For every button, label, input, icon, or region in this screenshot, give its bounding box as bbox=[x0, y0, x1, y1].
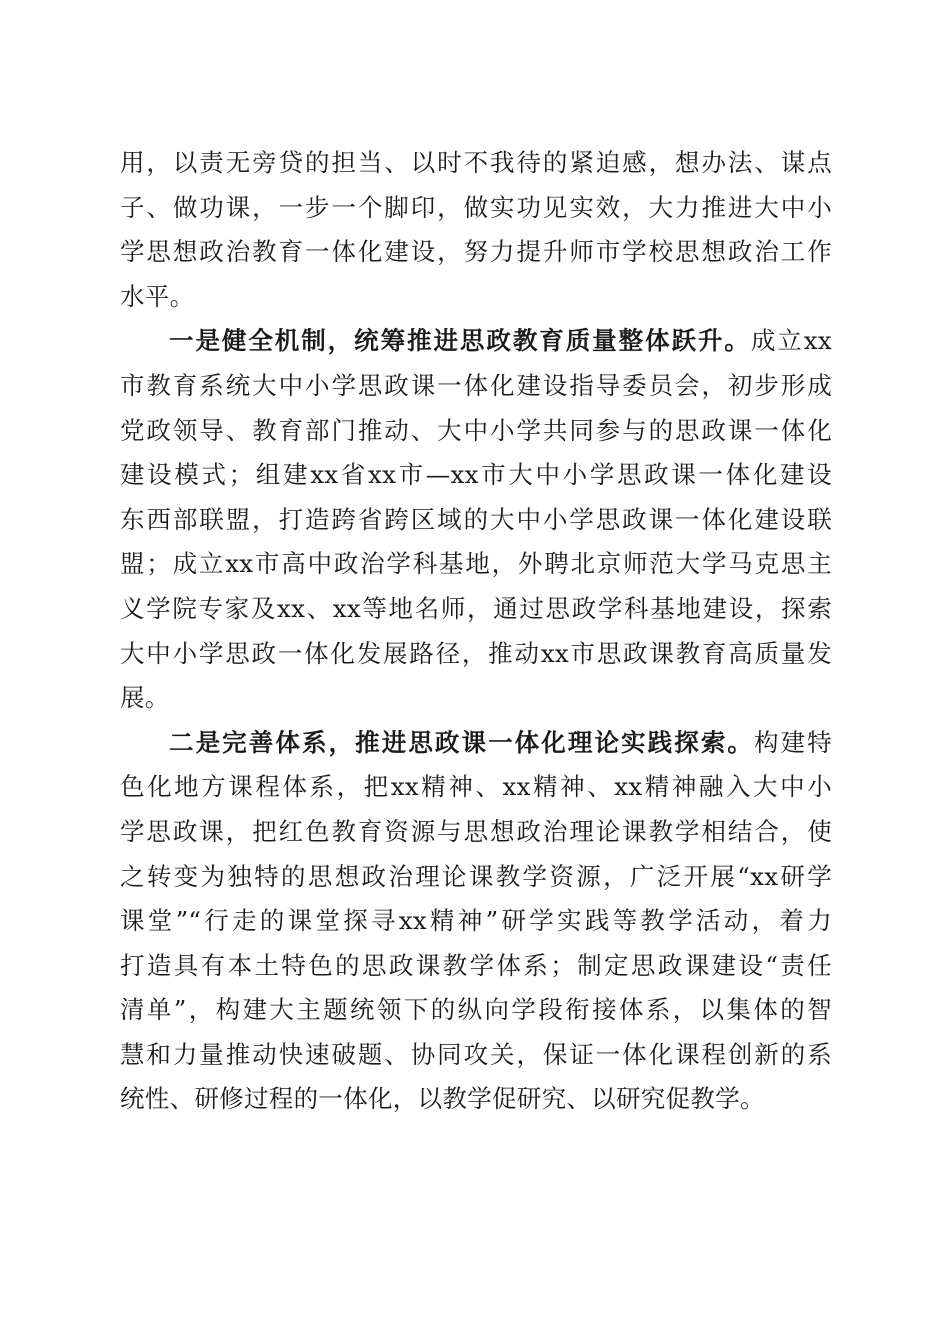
text-line: 党政领导、教育部门推动、大中小学共同参与的思政课一体化 bbox=[120, 415, 832, 445]
text-line: 慧和力量推动快速破题、协同攻关，保证一体化课程创新的系 bbox=[120, 1039, 832, 1069]
paragraph-system bbox=[120, 721, 832, 1122]
text-line: 打造具有本土特色的思政课教学体系；制定思政课建设“责任 bbox=[120, 950, 832, 980]
text-line: 课堂”“行走的课堂探寻xx精神”研学实践等教学活动，着力 bbox=[120, 906, 832, 936]
text-line: 学思政课，把红色教育资源与思想政治理论课教学相结合，使 bbox=[120, 816, 832, 846]
paragraph-mechanism bbox=[120, 319, 832, 720]
text-line: 盟；成立xx市高中政治学科基地，外聘北京师范大学马克思主 bbox=[120, 549, 832, 579]
text-line: 统性、研修过程的一体化，以教学促研究、以研究促教学。 bbox=[120, 1084, 765, 1114]
paragraph-lead-heading: 一是健全机制，统筹推进思政教育质量整体跃升。 bbox=[169, 326, 751, 356]
document-body bbox=[120, 141, 832, 1122]
text-line: 东西部联盟，打造跨省跨区域的大中小学思政课一体化建设联 bbox=[120, 504, 832, 534]
paragraph-continuation bbox=[120, 141, 832, 319]
text-line: 义学院专家及xx、xx等地名师，通过思政学科基地建设，探索 bbox=[120, 593, 832, 623]
text-line: 水平。 bbox=[120, 281, 195, 311]
paragraph-first-line bbox=[120, 319, 832, 364]
paragraph-first-line bbox=[120, 721, 832, 766]
text-line: 之转变为独特的思想政治理论课教学资源，广泛开展“xx研学 bbox=[120, 861, 832, 891]
text-run: 成立xx bbox=[750, 326, 832, 356]
text-line: 学思想政治教育一体化建设，努力提升师市学校思想政治工作 bbox=[120, 237, 832, 267]
text-line: 大中小学思政一体化发展路径，推动xx市思政课教育高质量发 bbox=[120, 638, 832, 668]
text-line: 清单”，构建大主题统领下的纵向学段衔接体系，以集体的智 bbox=[120, 995, 832, 1025]
text-line: 建设模式；组建xx省xx市—xx市大中小学思政课一体化建设 bbox=[120, 460, 832, 490]
text-line: 展。 bbox=[120, 683, 170, 713]
text-line: 子、做功课，一步一个脚印，做实功见实效，大力推进大中小 bbox=[120, 192, 832, 222]
text-line: 市教育系统大中小学思政课一体化建设指导委员会，初步形成 bbox=[120, 370, 832, 400]
text-line: 用，以责无旁贷的担当、以时不我待的紧迫感，想办法、谋点 bbox=[120, 148, 832, 177]
text-line: 色化地方课程体系，把xx精神、xx精神、xx精神融入大中小 bbox=[120, 772, 832, 802]
paragraph-lead-heading: 二是完善体系，推进思政课一体化理论实践探索。 bbox=[169, 727, 754, 757]
text-run: 构建特 bbox=[754, 727, 832, 757]
